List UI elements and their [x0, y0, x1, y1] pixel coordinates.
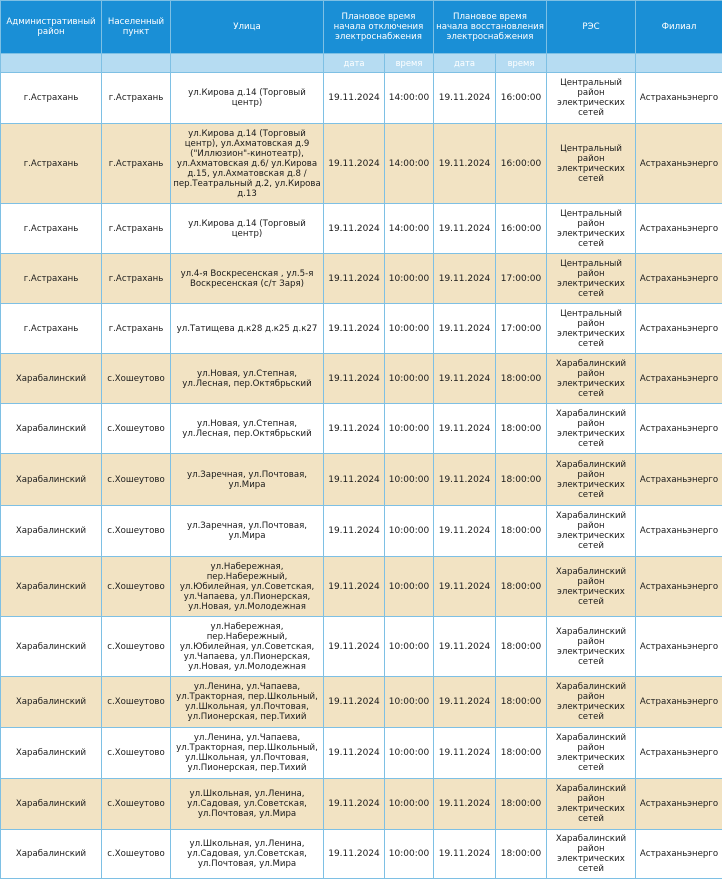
start-date-cell: 19.11.2024: [324, 506, 385, 557]
district-cell: Харабалинский: [1, 728, 102, 779]
district-cell: Харабалинский: [1, 677, 102, 728]
branch-cell: Астраханьэнерго: [636, 557, 722, 617]
street-cell: ул.4-я Воскресенская , ул.5-я Воскресенская (с/т Заря): [171, 254, 324, 304]
end-time-cell: 18:00:00: [496, 506, 547, 557]
branch-cell: Астраханьэнерго: [636, 728, 722, 779]
res-cell: Харабалинский район электрических сетей: [547, 677, 636, 728]
col-start: Плановое время начала отключения электроснабжения: [324, 1, 434, 54]
street-cell: ул.Кирова д.14 (Торговый центр): [171, 73, 324, 124]
subheader-blank: [1, 54, 102, 73]
street-cell: ул.Кирова д.14 (Торговый центр): [171, 204, 324, 254]
district-cell: г.Астрахань: [1, 73, 102, 124]
res-cell: Харабалинский район электрических сетей: [547, 830, 636, 879]
branch-cell: Астраханьэнерго: [636, 830, 722, 879]
street-cell: ул.Школьная, ул.Ленина, ул.Садовая, ул.Советская, ул.Почтовая, ул.Мира: [171, 830, 324, 879]
end-date-cell: 19.11.2024: [434, 617, 496, 677]
branch-cell: Астраханьэнерго: [636, 304, 722, 354]
settlement-cell: с.Хошеутово: [102, 557, 171, 617]
start-date-cell: 19.11.2024: [324, 354, 385, 404]
end-date-cell: 19.11.2024: [434, 677, 496, 728]
end-time-cell: 16:00:00: [496, 124, 547, 204]
district-cell: г.Астрахань: [1, 254, 102, 304]
start-time-cell: 14:00:00: [385, 204, 434, 254]
res-cell: Харабалинский район электрических сетей: [547, 728, 636, 779]
district-cell: г.Астрахань: [1, 304, 102, 354]
col-end: Плановое время начала восстановления электроснабжения: [434, 1, 547, 54]
end-date-cell: 19.11.2024: [434, 124, 496, 204]
start-date-cell: 19.11.2024: [324, 617, 385, 677]
district-cell: Харабалинский: [1, 779, 102, 830]
end-date-cell: 19.11.2024: [434, 73, 496, 124]
start-date-cell: 19.11.2024: [324, 454, 385, 506]
branch-cell: Астраханьэнерго: [636, 677, 722, 728]
table-row: [1, 506, 722, 557]
end-date-cell: 19.11.2024: [434, 254, 496, 304]
end-time-cell: 18:00:00: [496, 728, 547, 779]
street-cell: ул.Новая, ул.Степная, ул.Лесная, пер.Октябрьский: [171, 354, 324, 404]
subheader-blank: [102, 54, 171, 73]
res-cell: Харабалинский район электрических сетей: [547, 779, 636, 830]
start-date-cell: 19.11.2024: [324, 728, 385, 779]
table-row: [1, 557, 722, 617]
end-date-cell: 19.11.2024: [434, 779, 496, 830]
district-cell: Харабалинский: [1, 557, 102, 617]
end-time-cell: 17:00:00: [496, 304, 547, 354]
end-time-cell: 18:00:00: [496, 830, 547, 879]
table-row: [1, 404, 722, 454]
settlement-cell: с.Хошеутово: [102, 506, 171, 557]
subheader-end-date: дата: [434, 54, 496, 73]
settlement-cell: с.Хошеутово: [102, 354, 171, 404]
col-street: Улица: [171, 1, 324, 54]
street-cell: ул.Школьная, ул.Ленина, ул.Садовая, ул.Советская, ул.Почтовая, ул.Мира: [171, 779, 324, 830]
table-row: [1, 454, 722, 506]
settlement-cell: с.Хошеутово: [102, 454, 171, 506]
settlement-cell: г.Астрахань: [102, 254, 171, 304]
end-time-cell: 18:00:00: [496, 557, 547, 617]
street-cell: ул.Кирова д.14 (Торговый центр), ул.Ахматовская д.9 ("Иллюзион"-кинотеатр), ул.Ахматовская д.6/ ул.Кирова д.15, ул.Ахматовская д.8 / пер.Театральный д.2, ул.Кирова д.13: [171, 124, 324, 204]
end-date-cell: 19.11.2024: [434, 728, 496, 779]
start-time-cell: 10:00:00: [385, 617, 434, 677]
branch-cell: Астраханьэнерго: [636, 404, 722, 454]
table-row: [1, 73, 722, 124]
district-cell: Харабалинский: [1, 454, 102, 506]
subheader-blank: [636, 54, 722, 73]
res-cell: Центральный район электрических сетей: [547, 204, 636, 254]
start-time-cell: 10:00:00: [385, 254, 434, 304]
district-cell: Харабалинский: [1, 404, 102, 454]
subheader-blank: [547, 54, 636, 73]
branch-cell: Астраханьэнерго: [636, 73, 722, 124]
street-cell: ул.Набережная, пер.Набережный, ул.Юбилейная, ул.Советская, ул.Чапаева, ул.Пионерская, ул.Новая, ул.Молодежная: [171, 557, 324, 617]
district-cell: г.Астрахань: [1, 124, 102, 204]
subheader-blank: [171, 54, 324, 73]
res-cell: Харабалинский район электрических сетей: [547, 506, 636, 557]
settlement-cell: г.Астрахань: [102, 204, 171, 254]
start-time-cell: 10:00:00: [385, 304, 434, 354]
header-row: [1, 1, 722, 54]
start-time-cell: 10:00:00: [385, 779, 434, 830]
end-date-cell: 19.11.2024: [434, 557, 496, 617]
start-date-cell: 19.11.2024: [324, 73, 385, 124]
district-cell: Харабалинский: [1, 506, 102, 557]
table-row: [1, 124, 722, 204]
start-date-cell: 19.11.2024: [324, 677, 385, 728]
subheader-row: [1, 54, 722, 73]
table-row: [1, 830, 722, 879]
branch-cell: Астраханьэнерго: [636, 506, 722, 557]
settlement-cell: с.Хошеутово: [102, 779, 171, 830]
end-time-cell: 18:00:00: [496, 617, 547, 677]
res-cell: Центральный район электрических сетей: [547, 124, 636, 204]
end-date-cell: 19.11.2024: [434, 204, 496, 254]
table-row: [1, 254, 722, 304]
col-res: РЭС: [547, 1, 636, 54]
end-time-cell: 18:00:00: [496, 779, 547, 830]
res-cell: Центральный район электрических сетей: [547, 254, 636, 304]
table-row: [1, 354, 722, 404]
branch-cell: Астраханьэнерго: [636, 204, 722, 254]
start-time-cell: 10:00:00: [385, 354, 434, 404]
street-cell: ул.Ленина, ул.Чапаева, ул.Тракторная, пер.Школьный, ул.Школьная, ул.Почтовая, ул.Пионерская, пер.Тихий: [171, 677, 324, 728]
end-date-cell: 19.11.2024: [434, 506, 496, 557]
start-time-cell: 10:00:00: [385, 506, 434, 557]
res-cell: Харабалинский район электрических сетей: [547, 557, 636, 617]
settlement-cell: с.Хошеутово: [102, 830, 171, 879]
district-cell: Харабалинский: [1, 617, 102, 677]
end-time-cell: 18:00:00: [496, 677, 547, 728]
start-date-cell: 19.11.2024: [324, 557, 385, 617]
settlement-cell: с.Хошеутово: [102, 677, 171, 728]
res-cell: Центральный район электрических сетей: [547, 73, 636, 124]
start-time-cell: 10:00:00: [385, 830, 434, 879]
res-cell: Харабалинский район электрических сетей: [547, 354, 636, 404]
branch-cell: Астраханьэнерго: [636, 354, 722, 404]
table-row: [1, 617, 722, 677]
subheader-start-date: дата: [324, 54, 385, 73]
start-time-cell: 14:00:00: [385, 73, 434, 124]
branch-cell: Астраханьэнерго: [636, 254, 722, 304]
table-row: [1, 304, 722, 354]
end-time-cell: 16:00:00: [496, 73, 547, 124]
start-date-cell: 19.11.2024: [324, 254, 385, 304]
table-row: [1, 204, 722, 254]
res-cell: Центральный район электрических сетей: [547, 304, 636, 354]
end-time-cell: 18:00:00: [496, 404, 547, 454]
start-date-cell: 19.11.2024: [324, 404, 385, 454]
settlement-cell: с.Хошеутово: [102, 728, 171, 779]
start-time-cell: 10:00:00: [385, 557, 434, 617]
start-time-cell: 10:00:00: [385, 728, 434, 779]
table-row: [1, 779, 722, 830]
end-time-cell: 18:00:00: [496, 354, 547, 404]
street-cell: ул.Новая, ул.Степная, ул.Лесная, пер.Октябрьский: [171, 404, 324, 454]
district-cell: Харабалинский: [1, 830, 102, 879]
start-time-cell: 10:00:00: [385, 677, 434, 728]
col-settlement: Населенный пункт: [102, 1, 171, 54]
end-date-cell: 19.11.2024: [434, 830, 496, 879]
start-date-cell: 19.11.2024: [324, 830, 385, 879]
end-date-cell: 19.11.2024: [434, 404, 496, 454]
district-cell: Харабалинский: [1, 354, 102, 404]
start-time-cell: 14:00:00: [385, 124, 434, 204]
start-time-cell: 10:00:00: [385, 404, 434, 454]
branch-cell: Астраханьэнерго: [636, 617, 722, 677]
start-date-cell: 19.11.2024: [324, 779, 385, 830]
settlement-cell: с.Хошеутово: [102, 617, 171, 677]
end-time-cell: 18:00:00: [496, 454, 547, 506]
street-cell: ул.Набережная, пер.Набережный, ул.Юбилейная, ул.Советская, ул.Чапаева, ул.Пионерская, ул.Новая, ул.Молодежная: [171, 617, 324, 677]
end-date-cell: 19.11.2024: [434, 454, 496, 506]
street-cell: ул.Ленина, ул.Чапаева, ул.Тракторная, пер.Школьный, ул.Школьная, ул.Почтовая, ул.Пионерская, пер.Тихий: [171, 728, 324, 779]
res-cell: Харабалинский район электрических сетей: [547, 454, 636, 506]
street-cell: ул.Татищева д.к28 д.к25 д.к27: [171, 304, 324, 354]
end-time-cell: 16:00:00: [496, 204, 547, 254]
res-cell: Харабалинский район электрических сетей: [547, 404, 636, 454]
end-time-cell: 17:00:00: [496, 254, 547, 304]
settlement-cell: г.Астрахань: [102, 304, 171, 354]
street-cell: ул.Заречная, ул.Почтовая, ул.Мира: [171, 454, 324, 506]
settlement-cell: г.Астрахань: [102, 124, 171, 204]
start-date-cell: 19.11.2024: [324, 124, 385, 204]
start-date-cell: 19.11.2024: [324, 204, 385, 254]
table-row: [1, 728, 722, 779]
start-time-cell: 10:00:00: [385, 454, 434, 506]
branch-cell: Астраханьэнерго: [636, 124, 722, 204]
col-admin-district: Административный район: [1, 1, 102, 54]
settlement-cell: г.Астрахань: [102, 73, 171, 124]
subheader-start-time: время: [385, 54, 434, 73]
end-date-cell: 19.11.2024: [434, 354, 496, 404]
table-row: [1, 677, 722, 728]
res-cell: Харабалинский район электрических сетей: [547, 617, 636, 677]
street-cell: ул.Заречная, ул.Почтовая, ул.Мира: [171, 506, 324, 557]
district-cell: г.Астрахань: [1, 204, 102, 254]
branch-cell: Астраханьэнерго: [636, 454, 722, 506]
branch-cell: Астраханьэнерго: [636, 779, 722, 830]
settlement-cell: с.Хошеутово: [102, 404, 171, 454]
subheader-end-time: время: [496, 54, 547, 73]
end-date-cell: 19.11.2024: [434, 304, 496, 354]
start-date-cell: 19.11.2024: [324, 304, 385, 354]
col-branch: Филиал: [636, 1, 722, 54]
